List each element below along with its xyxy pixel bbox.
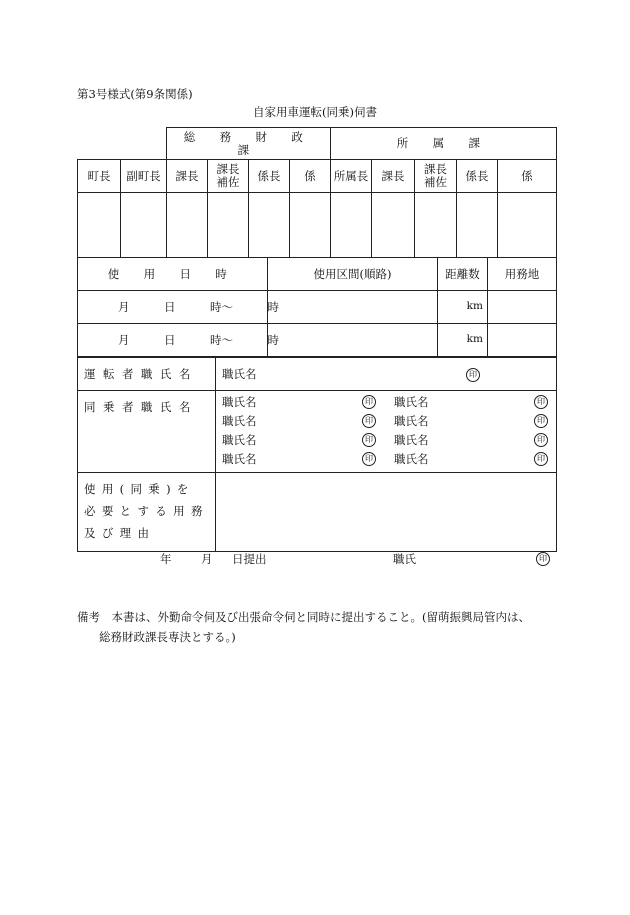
seal-icon: 印 (362, 433, 376, 447)
role-subsection-chief: 係長 (249, 160, 290, 193)
usage-section-field[interactable] (268, 324, 438, 357)
seal-icon: 印 (536, 552, 550, 566)
stamp-box[interactable] (415, 193, 457, 258)
usage-datetime-field[interactable]: 月 日 時〜 時 (78, 324, 268, 357)
passenger-name-label: 職氏名 (394, 432, 429, 447)
usage-section-field[interactable] (268, 291, 438, 324)
passenger-name-label: 職氏名 (394, 394, 429, 409)
role-section-chief: 課長 (167, 160, 208, 193)
usage-section-header: 使用区間(順路) (268, 258, 438, 291)
remarks-line-2: 総務財政課長専決とする。) (99, 630, 236, 645)
stamp-box[interactable] (498, 193, 557, 258)
usage-destination-field[interactable] (488, 291, 557, 324)
dept-general-header: 総 務 財 政 課 (167, 128, 331, 160)
driver-field-label: 職氏名 (222, 366, 257, 381)
seal-icon: 印 (534, 414, 548, 428)
document-title: 自家用車運転(同乗)伺書 (253, 105, 377, 119)
passenger-name-label: 職氏名 (222, 432, 257, 447)
stamp-box[interactable] (290, 193, 331, 258)
usage-distance-field[interactable]: km (438, 291, 488, 324)
purpose-label: 使用(同乗)を必要とする用務及び理由 (78, 473, 216, 552)
stamp-box[interactable] (249, 193, 290, 258)
usage-distance-header: 距離数 (438, 258, 488, 291)
stamp-box[interactable] (78, 193, 121, 258)
submission-month: 月 (201, 552, 213, 566)
role-staff: 係 (290, 160, 331, 193)
submission-year: 年 (160, 552, 172, 566)
passenger-field[interactable] (216, 391, 557, 473)
stamp-box[interactable] (331, 193, 372, 258)
approval-table (77, 127, 557, 258)
seal-icon: 印 (534, 395, 548, 409)
usage-table (77, 257, 557, 357)
role-own-assistant-chief: 課長 補佐 (415, 160, 457, 193)
role-deputy-mayor: 副町長 (121, 160, 167, 193)
passenger-name-label: 職氏名 (222, 413, 257, 428)
passenger-name-label: 職氏名 (394, 451, 429, 466)
seal-icon: 印 (534, 433, 548, 447)
role-own-section-chief: 課長 (372, 160, 415, 193)
submitter-name-label[interactable]: 職氏 (393, 552, 416, 566)
seal-icon: 印 (362, 452, 376, 466)
usage-destination-field[interactable] (488, 324, 557, 357)
seal-icon: 印 (466, 368, 480, 382)
role-own-subsection-chief: 係長 (457, 160, 498, 193)
usage-destination-header: 用務地 (488, 258, 557, 291)
driver-field[interactable] (216, 358, 557, 391)
passenger-name-label: 職氏名 (222, 451, 257, 466)
submission-line (77, 551, 556, 569)
role-assistant-chief: 課長 補佐 (208, 160, 249, 193)
driver-label: 運転者職氏名 (78, 358, 216, 391)
remarks-line-1: 備考 本書は、外勤命令伺及び出張命令伺と同時に提出すること。(留萌振興局管内は、 (77, 610, 530, 624)
stamp-box[interactable] (208, 193, 249, 258)
remarks-note (77, 607, 567, 647)
seal-icon: 印 (534, 452, 548, 466)
submission-day: 日提出 (232, 552, 267, 566)
usage-datetime-field[interactable]: 月 日 時〜 時 (78, 291, 268, 324)
role-mayor: 町長 (78, 160, 121, 193)
dept-own-header: 所 属 課 (331, 128, 557, 160)
purpose-field[interactable] (216, 473, 557, 552)
passenger-name-label: 職氏名 (222, 394, 257, 409)
names-table (77, 357, 557, 552)
usage-datetime-header: 使 用 日 時 (78, 258, 268, 291)
passenger-name-label: 職氏名 (394, 413, 429, 428)
stamp-box[interactable] (457, 193, 498, 258)
seal-icon: 印 (362, 414, 376, 428)
form-number: 第3号様式(第9条関係) (77, 87, 193, 101)
role-dept-head: 所属長 (331, 160, 372, 193)
stamp-box[interactable] (121, 193, 167, 258)
role-own-staff: 係 (498, 160, 557, 193)
passenger-label: 同乗者職氏名 (78, 391, 216, 473)
usage-distance-field[interactable]: km (438, 324, 488, 357)
stamp-box[interactable] (167, 193, 208, 258)
seal-icon: 印 (362, 395, 376, 409)
stamp-box[interactable] (372, 193, 415, 258)
